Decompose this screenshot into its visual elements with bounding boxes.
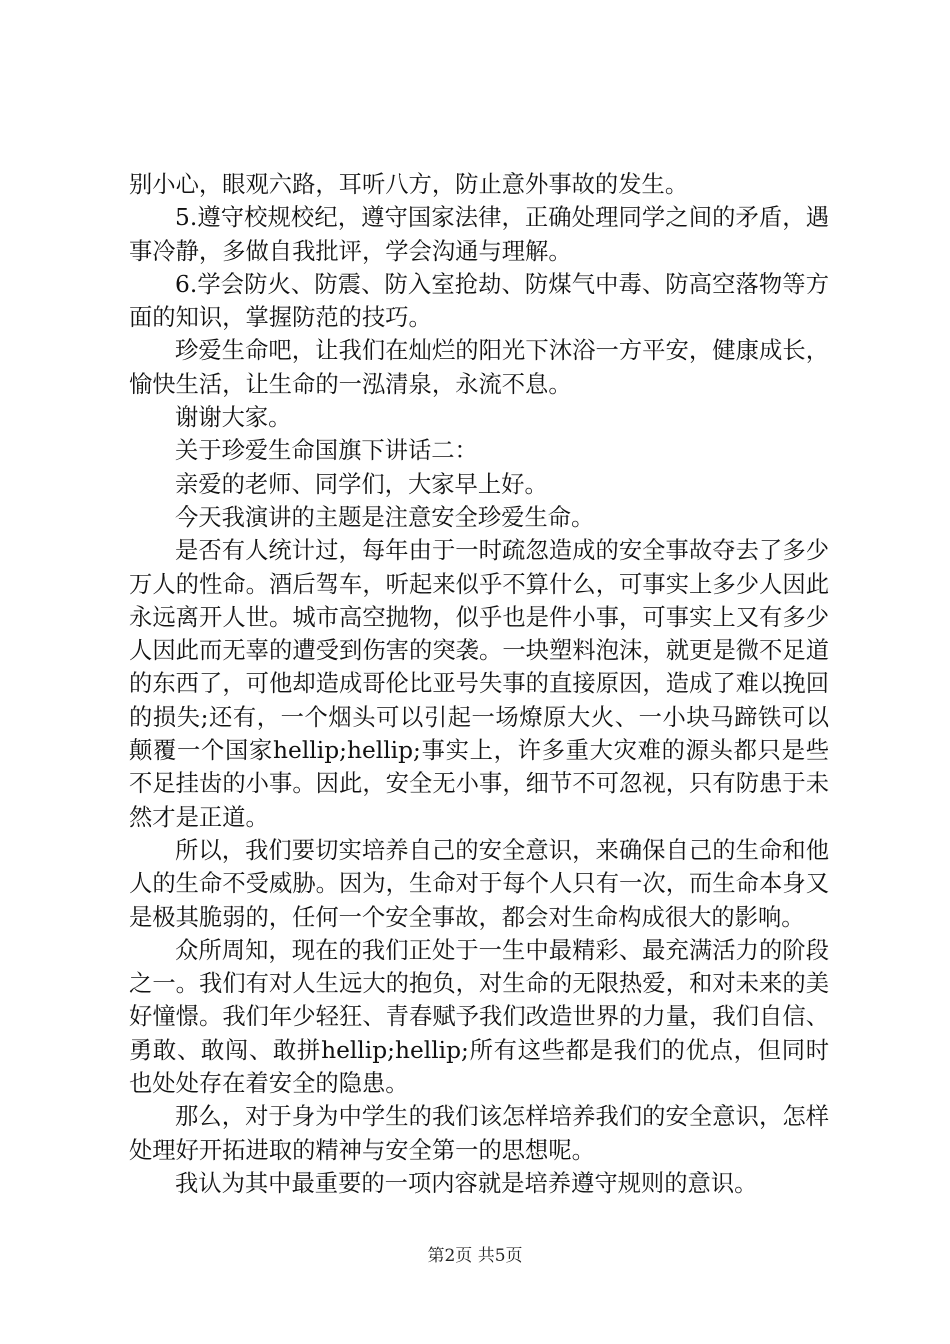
paragraph: 那么，对于身为中学生的我们该怎样培养我们的安全意识，怎样处理好开拓进取的精神与安全第一的思想呢。 (129, 1103, 829, 1164)
paragraph: 我认为其中最重要的一项内容就是培养遵守规则的意识。 (175, 1169, 758, 1197)
paragraph: 今天我演讲的主题是注意安全珍爱生命。 (175, 503, 595, 531)
paragraph: 6.学会防火、防震、防入室抢劫、防煤气中毒、防高空落物等方面的知识，掌握防范的技巧。 (129, 270, 829, 332)
document-body (129, 168, 829, 1200)
paragraph: 5.遵守校规校纪，遵守国家法律，正确处理同学之间的矛盾，遇事冷静，多做自我批评，学会沟通与理解。 (129, 204, 829, 265)
paragraph: 众所周知，现在的我们正处于一生中最精彩、最充满活力的阶段之一。我们有对人生远大的抱负，对生命的无限热爱，和对未来的美好憧憬。我们年少轻狂、青春赋予我们改造世界的力量，我们自信、勇敢、敢闯、敢拼hellip;hellip;所有这些都是我们的优点，但同时也处处存在着安全的隐患。 (129, 936, 829, 1098)
paragraph: 珍爱生命吧，让我们在灿烂的阳光下沐浴一方平安，健康成长，愉快生活，让生命的一泓清泉，永流不息。 (129, 337, 829, 398)
section-heading: 关于珍爱生命国旗下讲话二： (175, 437, 478, 465)
salutation: 亲爱的老师、同学们，大家早上好。 (175, 470, 548, 498)
page-number-footer: 第2页 共5页 (427, 1246, 523, 1266)
paragraph: 别小心，眼观六路，耳听八方，防止意外事故的发生。 (129, 171, 689, 198)
paragraph: 所以，我们要切实培养自己的安全意识，来确保自己的生命和他人的生命不受威胁。因为，生命对于每个人只有一次，而生命本身又是极其脆弱的，任何一个安全事故，都会对生命构成很大的影响。 (129, 836, 829, 931)
paragraph: 是否有人统计过，每年由于一时疏忽造成的安全事故夺去了多少万人的性命。酒后驾车，听起来似乎不算什么，可事实上多少人因此永远离开人世。城市高空抛物，似乎也是件小事，可事实上又有多少人因此而无辜的遭受到伤害的突袭。一块塑料泡沫，就更是微不足道的东西了，可他却造成哥伦比亚号失事的直接原因，造成了难以挽回的损失;还有，一个烟头可以引起一场燎原大火、一小块马蹄铁可以颠覆一个国家hellip;hellip;事实上，许多重大灾难的源头都只是些不足挂齿的小事。因此，安全无小事，细节不可忽视，只有防患于未然才是正道。 (129, 537, 829, 831)
paragraph: 谢谢大家。 (175, 404, 292, 432)
